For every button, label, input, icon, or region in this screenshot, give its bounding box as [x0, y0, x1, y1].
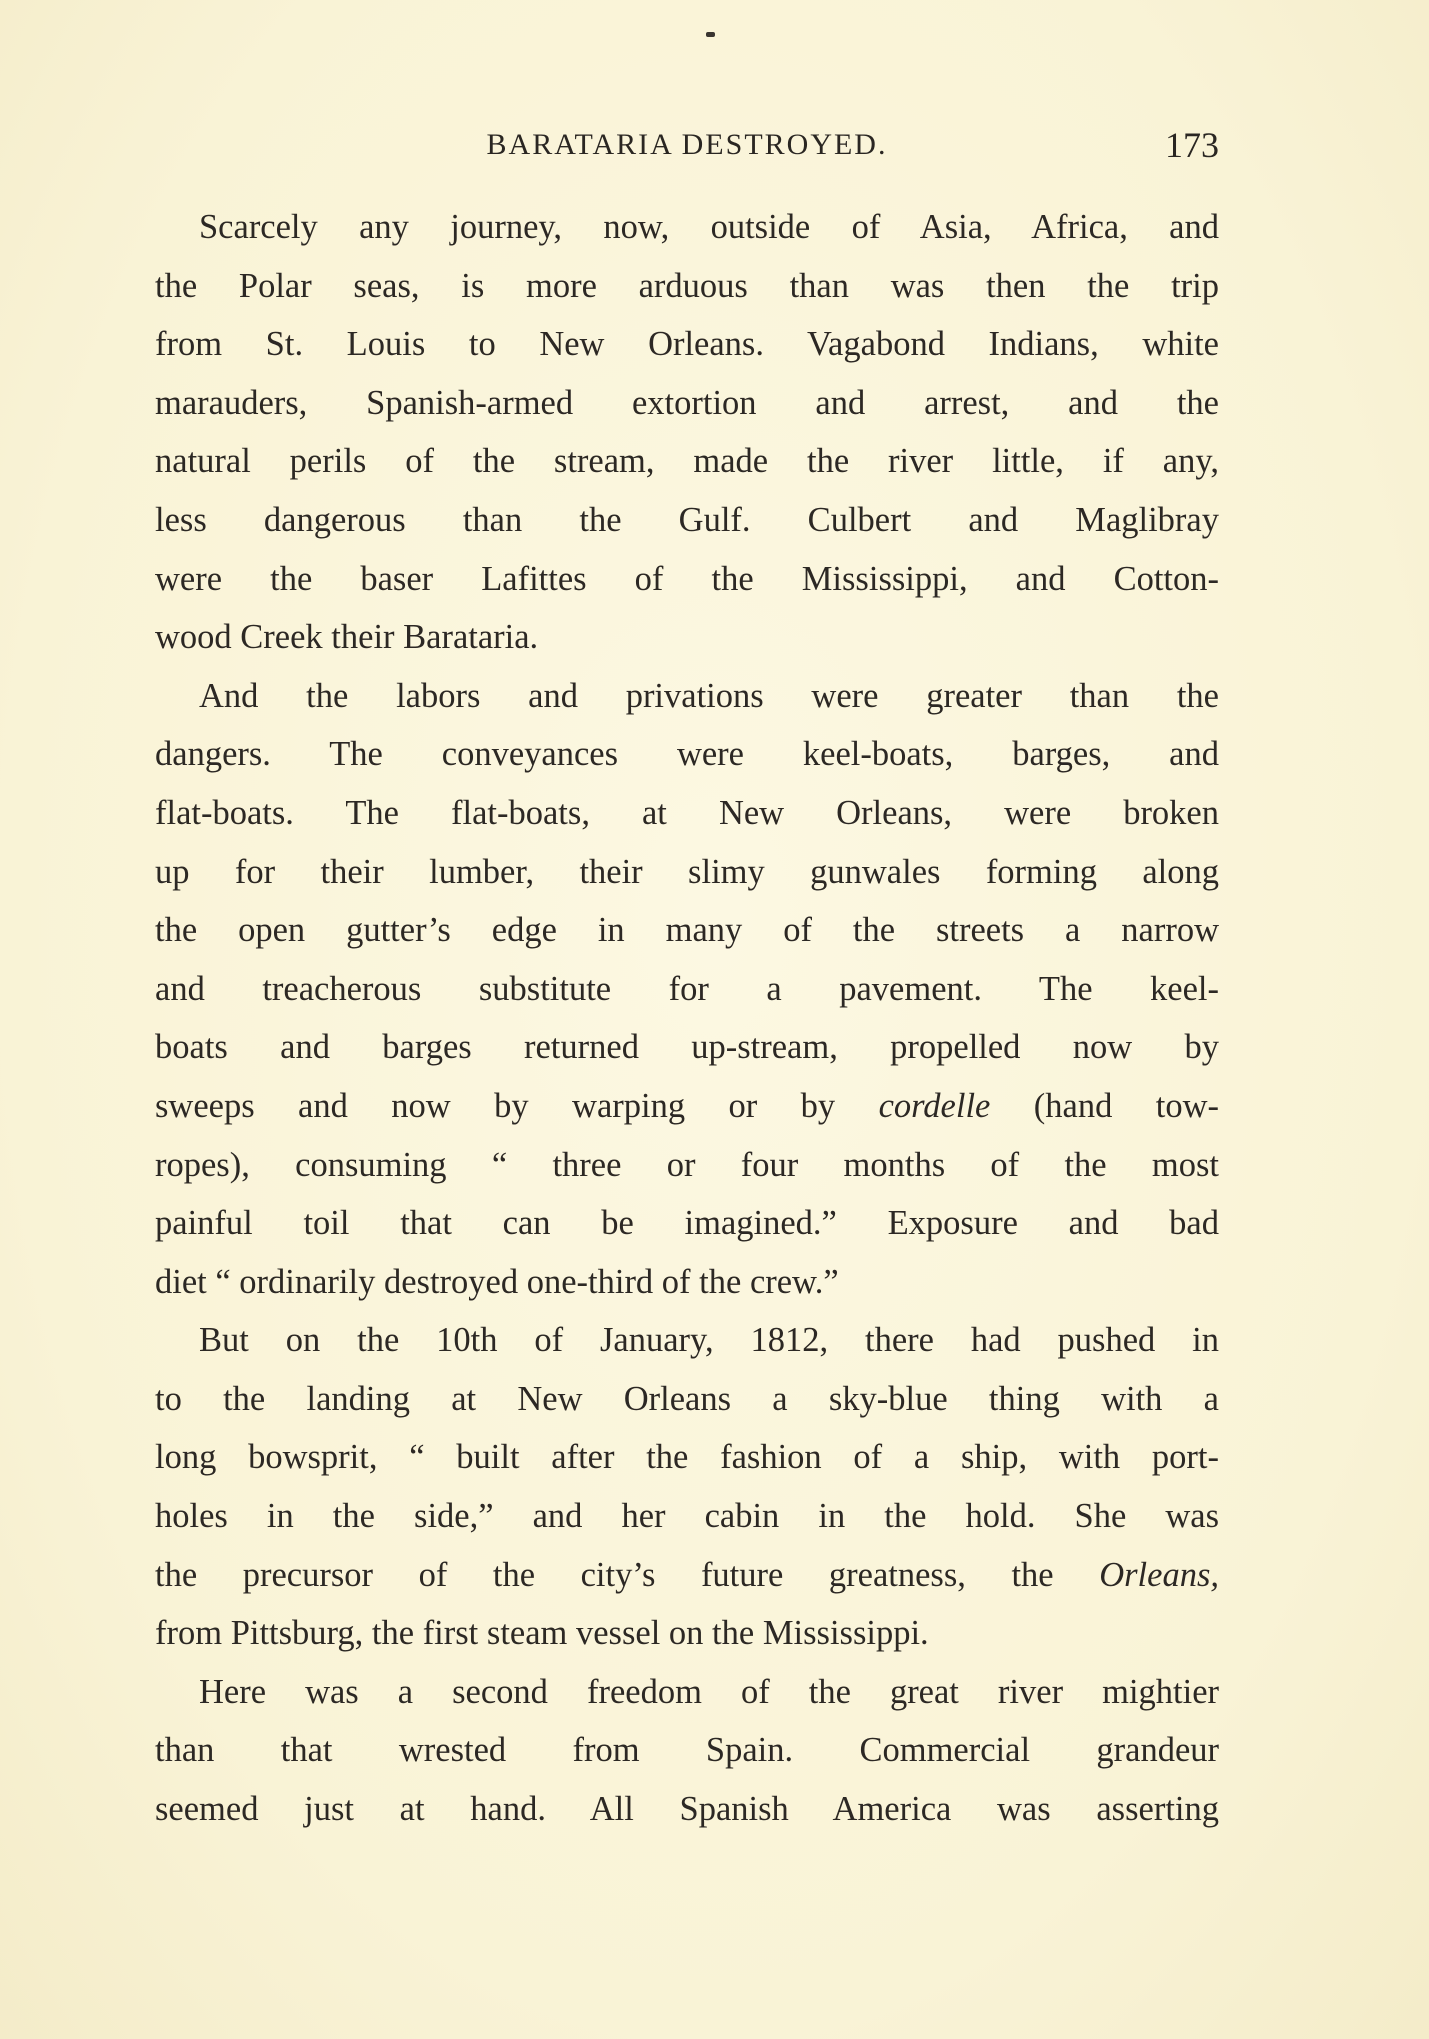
text-line: But on the 10th of January, 1812, there had pushed in: [199, 1321, 1219, 1360]
text-line: to the landing at New Orleans a sky-blue thing with a: [155, 1379, 1219, 1418]
text-line: boats and barges returned up-stream, propelled now by: [155, 1028, 1219, 1067]
text-line: ropes), consuming “ three or four months of the most: [155, 1145, 1219, 1184]
text-line: from St. Louis to New Orleans. Vagabond Indians, white: [155, 325, 1219, 364]
text-line: And the labors and privations were greater than the: [199, 676, 1219, 715]
text-line: and treacherous substitute for a pavement. The keel-: [155, 969, 1219, 1008]
text-line: painful toil that can be imagined.” Exposure and bad: [155, 1204, 1219, 1243]
text-line: marauders, Spanish-armed extortion and arrest, and the: [155, 383, 1219, 422]
text-line: sweeps and now by warping or by cordelle (hand tow-: [155, 1086, 1219, 1125]
text-line: Scarcely any journey, now, outside of Asia, Africa, and: [199, 208, 1219, 246]
text-line: the Polar seas, is more arduous than was then the trip: [155, 266, 1219, 305]
text-line: dangers. The conveyances were keel-boats, barges, and: [155, 735, 1219, 774]
text-line: from Pittsburg, the first steam vessel on the Mississippi.: [155, 1614, 929, 1653]
text-line: diet “ ordinarily destroyed one-third of the crew.”: [155, 1262, 839, 1301]
page-number: 173: [1165, 125, 1219, 165]
text-line: seemed just at hand. All Spanish America was asserting: [155, 1790, 1219, 1829]
text-line: wood Creek their Barataria.: [155, 618, 539, 657]
text-line: than that wrested from Spain. Commercial grandeur: [155, 1731, 1219, 1770]
text-line: the open gutter’s edge in many of the streets a narrow: [155, 911, 1219, 950]
body-text: [155, 198, 1219, 1839]
text-line: holes in the side,” and her cabin in the hold. She was: [155, 1497, 1219, 1536]
text-line: natural perils of the stream, made the river little, if any,: [155, 442, 1219, 481]
text-line: long bowsprit, “ built after the fashion of a ship, with port-: [155, 1438, 1219, 1477]
page-header: [155, 120, 1219, 170]
text-line: flat-boats. The flat-boats, at New Orleans, were broken: [155, 793, 1219, 832]
text-line: Here was a second freedom of the great river mightier: [199, 1672, 1219, 1711]
running-title: BARATARIA DESTROYED.: [486, 128, 888, 161]
text-line: up for their lumber, their slimy gunwales forming along: [155, 852, 1219, 891]
text-line: less dangerous than the Gulf. Culbert and Maglibray: [155, 500, 1219, 539]
ink-mark: [706, 32, 715, 37]
text-line: were the baser Lafittes of the Mississippi, and Cotton-: [155, 559, 1219, 598]
text-line: the precursor of the city’s future greatness, the Orleans,: [155, 1555, 1219, 1594]
